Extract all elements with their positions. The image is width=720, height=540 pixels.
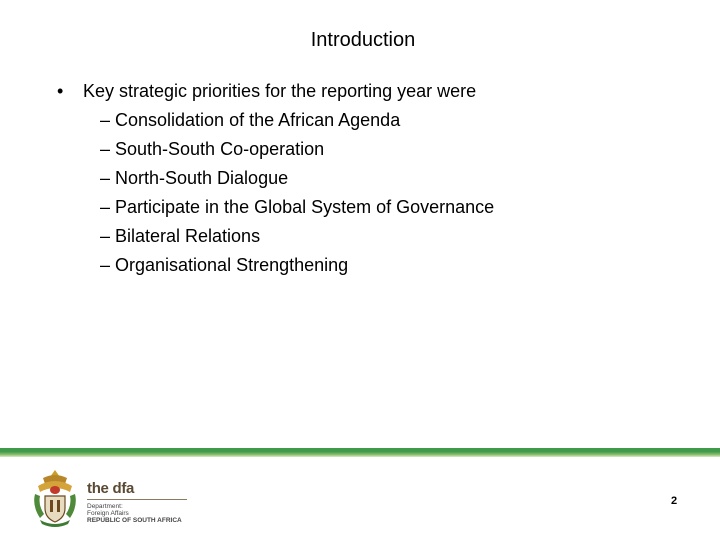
slide-title: Introduction <box>310 29 416 51</box>
sub-item-6 <box>100 255 348 276</box>
sub-item-text: South-South Co-operation <box>115 139 325 159</box>
sub-item-4 <box>100 197 494 218</box>
sub-marker: – <box>100 139 111 159</box>
sub-marker: – <box>100 226 111 246</box>
bullet-text: Key strategic priorities for the reporting year were <box>83 81 477 101</box>
sub-item-text: Organisational Strengthening <box>115 255 349 275</box>
sub-marker: – <box>100 168 111 188</box>
sub-item-5 <box>100 226 260 247</box>
sub-item-text: North-South Dialogue <box>115 168 289 188</box>
dept-line-1: Department: <box>87 503 123 510</box>
sub-item-text: Participate in the Global System of Governance <box>115 197 495 217</box>
dept-line-3: REPUBLIC OF SOUTH AFRICA <box>87 517 182 524</box>
sub-item-3 <box>100 168 288 189</box>
page-number: 2 <box>671 495 678 507</box>
sub-marker: – <box>100 255 111 275</box>
brand-name: the dfa <box>87 480 135 497</box>
bullet-item <box>57 81 476 102</box>
sub-item-text: Bilateral Relations <box>115 226 261 246</box>
footer-divider <box>0 448 720 457</box>
sub-item-1 <box>100 110 400 131</box>
sub-marker: – <box>100 110 111 130</box>
brand-rule <box>87 499 187 500</box>
sub-item-text: Consolidation of the African Agenda <box>115 110 401 130</box>
dfa-logo <box>30 468 200 530</box>
sub-item-2 <box>100 139 324 160</box>
sub-marker: – <box>100 197 111 217</box>
dept-line-2: Foreign Affairs <box>87 510 129 517</box>
coat-of-arms-icon <box>30 468 80 530</box>
bullet-marker: • <box>57 81 64 101</box>
